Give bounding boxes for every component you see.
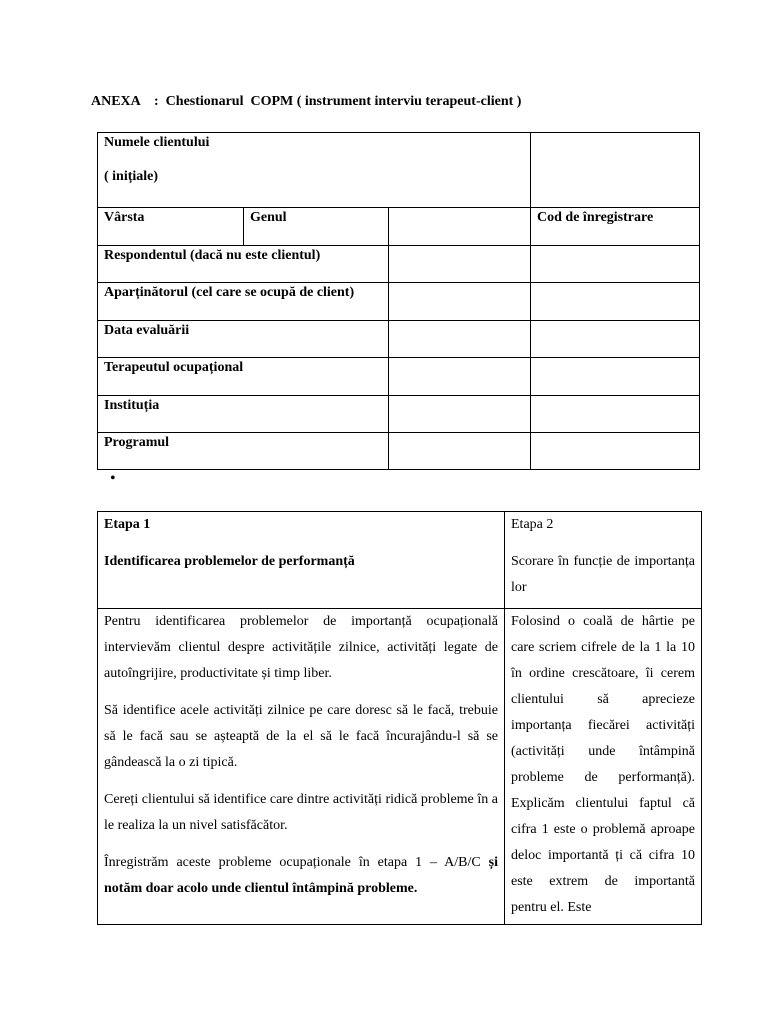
gender-value-cell <box>389 208 531 246</box>
program-label: Programul <box>98 433 389 470</box>
institution-extra-cell <box>531 396 700 433</box>
age-label: Vârsta <box>98 208 244 246</box>
client-name-label: Numele clientului <box>104 135 210 150</box>
stage2-subtitle: Scorare în funcție de importanța lor <box>511 554 695 595</box>
stage1-paragraph-4 <box>104 850 498 902</box>
caregiver-label: Aparținătorul (cel care se ocupă de client) <box>98 283 389 321</box>
stage1-paragraph-1: Pentru identificarea problemelor de importanță ocupațională intervievăm clientul despre activitățile zilnice, activități legate de autoîngrijire, productivitate și timp liber. <box>104 614 498 681</box>
program-value-cell <box>389 433 531 470</box>
therapist-label: Terapeutul ocupațional <box>98 358 389 396</box>
program-extra-cell <box>531 433 700 470</box>
respondent-value-cell <box>389 246 531 283</box>
client-name-cell <box>98 133 531 208</box>
therapist-extra-cell <box>531 358 700 396</box>
client-info-table <box>97 132 700 470</box>
stage2-header-cell <box>505 512 702 609</box>
gender-label: Genul <box>244 208 389 246</box>
stage1-paragraph-2: Să identifice acele activități zilnice pe care doresc să le facă, trebuie să le facă sau se așteaptă de la el să le facă încurajându-l să se gândească la o zi tipică. <box>104 703 498 770</box>
stage2-title: Etapa 2 <box>511 517 554 532</box>
client-name-value-cell <box>531 133 700 208</box>
respondent-extra-cell <box>531 246 700 283</box>
stage1-paragraph-4-emphasis: și notăm doar acolo unde clientul întâmpină probleme. <box>104 855 498 896</box>
stage1-title: Etapa 1 <box>104 517 151 532</box>
stage1-body-cell <box>98 609 505 925</box>
copm-stages-table <box>97 511 702 925</box>
registration-code-label: Cod de înregistrare <box>531 208 700 246</box>
initials-label: ( inițiale) <box>104 169 159 184</box>
stage1-paragraph-3: Cereți clientului să identifice care dintre activități ridică probleme în a le realiza la un nivel satisfăcător. <box>104 792 498 833</box>
institution-value-cell <box>389 396 531 433</box>
page-heading: ANEXA : Chestionarul COPM ( instrument interviu terapeut-client ) <box>91 94 522 109</box>
stage2-body-text: Folosind o coală de hârtie pe care scriem cifrele de la 1 la 10 în ordine crescătoare, îi cerem clientului să aprecieze importanța fiecărei activități (activități unde întâmpină probleme de performanță). Explicăm clientului faptul că cifra 1 este o problemă aproape deloc importantă ți că cifra 10 este extrem de importantă pentru el. Este <box>511 614 695 915</box>
institution-label: Instituția <box>98 396 389 433</box>
caregiver-extra-cell <box>531 283 700 321</box>
stage2-body-cell <box>505 609 702 925</box>
evaluation-date-label: Data evaluării <box>98 321 389 358</box>
caregiver-value-cell <box>389 283 531 321</box>
bullet-point: • <box>110 470 116 487</box>
evaluation-date-extra-cell <box>531 321 700 358</box>
respondent-label: Respondentul (dacă nu este clientul) <box>98 246 389 283</box>
stage1-paragraph-4-text: Înregistrăm aceste probleme ocupaționale în etapa 1 – A/B/C <box>104 855 489 870</box>
evaluation-date-value-cell <box>389 321 531 358</box>
therapist-value-cell <box>389 358 531 396</box>
stage1-subtitle: Identificarea problemelor de performanță <box>104 554 355 569</box>
stage1-header-cell <box>98 512 505 609</box>
